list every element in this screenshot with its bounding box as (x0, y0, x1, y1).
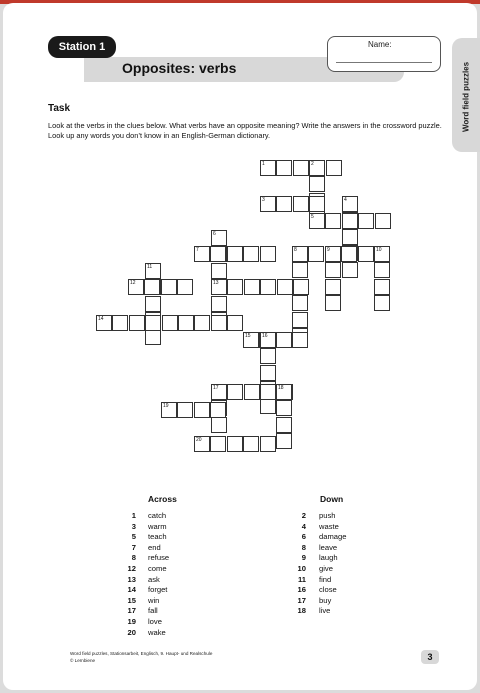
clue-word: find (319, 574, 332, 584)
crossword-cell[interactable] (374, 295, 390, 311)
across-clue (118, 606, 268, 617)
crossword-clue-number: 14 (98, 316, 104, 322)
clue-number: 17 (297, 595, 306, 605)
down-clue (288, 511, 438, 522)
crossword-clue-number: 18 (278, 385, 284, 391)
clue-number: 18 (297, 606, 306, 616)
crossword-cell[interactable] (358, 213, 374, 229)
crossword-cell[interactable] (374, 279, 390, 295)
clue-number: 14 (127, 585, 136, 595)
across-clue (118, 532, 268, 543)
crossword-cell[interactable] (210, 402, 226, 418)
crossword-cell[interactable] (161, 279, 177, 295)
crossword-cell[interactable] (243, 246, 259, 262)
clue-number: 7 (131, 542, 136, 552)
clue-word: leave (319, 542, 338, 552)
clue-number: 20 (127, 627, 136, 637)
crossword-clue-number: 10 (376, 247, 382, 253)
crossword-cell[interactable] (194, 315, 210, 331)
crossword-cell[interactable] (227, 279, 243, 295)
crossword-clue-number: 16 (262, 333, 268, 339)
crossword-clue-number: 12 (130, 280, 136, 286)
crossword-cell[interactable] (244, 279, 260, 295)
down-clue (288, 532, 438, 543)
page-title: Opposites: verbs (122, 60, 237, 76)
crossword-cell[interactable] (309, 176, 325, 192)
clue-number: 10 (297, 564, 306, 573)
crossword-cell[interactable] (293, 279, 309, 295)
crossword-cell[interactable] (341, 246, 357, 262)
crossword-cell[interactable] (293, 196, 309, 212)
crossword-cell[interactable] (211, 417, 227, 433)
crossword-clue-number: 8 (294, 247, 297, 253)
crossword-cell[interactable] (325, 295, 341, 311)
crossword-cell[interactable] (276, 400, 292, 416)
clue-word: win (148, 595, 160, 605)
crossword-clue-number: 17 (213, 385, 219, 391)
clue-word: waste (319, 521, 339, 531)
crossword-clue-number: 3 (262, 197, 265, 203)
crossword-cell[interactable] (309, 196, 325, 212)
clue-word: give (319, 564, 333, 573)
crossword-clue-number: 9 (327, 247, 330, 253)
down-clue (288, 575, 438, 586)
crossword-cell[interactable] (325, 279, 341, 295)
crossword-cell[interactable] (292, 332, 308, 348)
crossword-cell[interactable] (145, 296, 161, 312)
across-heading: Across (148, 494, 177, 504)
clue-number: 5 (131, 532, 136, 542)
crossword-cell[interactable] (177, 279, 193, 295)
crossword-clue-number: 4 (344, 197, 347, 203)
clue-word: end (148, 542, 161, 552)
crossword-cell[interactable] (244, 384, 260, 400)
crossword-cell[interactable] (260, 246, 276, 262)
crossword-cell[interactable] (276, 417, 292, 433)
clue-number: 9 (301, 553, 306, 563)
crossword-cell[interactable] (260, 279, 276, 295)
clue-number: 8 (131, 553, 136, 563)
down-clue (288, 606, 438, 617)
crossword-cell[interactable] (374, 262, 390, 278)
across-clue (118, 596, 268, 607)
crossword-cell[interactable] (177, 402, 193, 418)
crossword-cell[interactable] (292, 262, 308, 278)
crossword-cell[interactable] (211, 315, 227, 331)
crossword-cell[interactable] (326, 160, 342, 176)
across-clue (118, 522, 268, 533)
clue-word: love (148, 617, 162, 626)
across-clue (118, 553, 268, 564)
task-text: Look at the verbs in the clues below. What verbs have an opposite meaning? Write the answers in the crossword puzzle. Look up any words you don’t know in an English-German dictionary. (48, 121, 442, 140)
clue-word: forget (148, 585, 168, 595)
crossword-clue-number: 20 (196, 437, 202, 443)
across-clue (118, 543, 268, 554)
clue-number: 19 (127, 617, 136, 626)
across-clue (118, 564, 268, 575)
crossword-cell[interactable] (260, 436, 276, 452)
clue-number: 3 (131, 521, 136, 531)
crossword-cell[interactable] (129, 315, 145, 331)
down-clue (288, 543, 438, 554)
clue-number: 12 (127, 564, 136, 573)
crossword-clue-number: 11 (147, 264, 153, 270)
crossword-cell[interactable] (260, 365, 276, 381)
across-clue (118, 511, 268, 522)
crossword-cell[interactable] (211, 263, 227, 279)
crossword-cell[interactable] (210, 246, 226, 262)
down-clue (288, 553, 438, 564)
crossword-clue-number: 13 (213, 280, 219, 286)
across-clue (118, 575, 268, 586)
crossword-cell[interactable] (358, 246, 374, 262)
clue-word: push (319, 511, 336, 520)
page-number: 3 (421, 650, 439, 664)
crossword-cell[interactable] (260, 384, 276, 400)
crossword-clue-number: 1 (262, 161, 265, 167)
clue-number: 17 (127, 606, 136, 616)
across-clue (118, 585, 268, 596)
side-tab-label: Word field puzzles (461, 61, 471, 133)
clue-number: 15 (127, 595, 136, 605)
across-clue (118, 617, 268, 628)
footer-copyright: © Lernbiene (70, 658, 96, 663)
crossword-cell[interactable] (325, 213, 341, 229)
crossword-cell[interactable] (227, 315, 243, 331)
clue-word: buy (319, 595, 332, 605)
crossword-cell[interactable] (178, 315, 194, 331)
down-heading: Down (320, 494, 344, 504)
clue-word: wake (148, 627, 166, 637)
crossword-cell[interactable] (325, 262, 341, 278)
clue-word: laugh (319, 553, 338, 563)
crossword-cell[interactable] (211, 296, 227, 312)
crossword-cell[interactable] (227, 246, 243, 262)
crossword-cell[interactable] (194, 402, 210, 418)
crossword-cell[interactable] (277, 279, 293, 295)
crossword-clue-number: 6 (213, 231, 216, 237)
crossword-cell[interactable] (276, 160, 292, 176)
crossword-cell[interactable] (276, 196, 292, 212)
crossword-cell[interactable] (243, 436, 259, 452)
crossword-clue-number: 15 (245, 333, 251, 339)
clue-number: 11 (297, 574, 306, 584)
crossword-clue-number: 2 (311, 161, 314, 167)
clue-number: 2 (301, 511, 306, 520)
name-label: Name: (368, 40, 392, 49)
crossword-cell[interactable] (276, 332, 292, 348)
clue-word: come (148, 564, 167, 573)
clue-number: 6 (301, 532, 306, 542)
crossword-cell[interactable] (375, 213, 391, 229)
task-heading: Task (48, 103, 71, 114)
clue-word: refuse (148, 553, 170, 563)
down-clue (288, 564, 438, 575)
crossword-cell[interactable] (342, 213, 358, 229)
crossword-clue-number: 5 (311, 214, 314, 220)
crossword-cell[interactable] (227, 384, 243, 400)
crossword-cell[interactable] (145, 315, 161, 331)
crossword-cell[interactable] (292, 295, 308, 311)
clue-number: 4 (301, 521, 306, 531)
clue-number: 16 (297, 585, 306, 595)
across-clue (118, 628, 268, 639)
clue-word: fall (148, 606, 158, 616)
crossword-cell[interactable] (292, 312, 308, 328)
clue-word: ask (148, 574, 160, 584)
footer-text: Word field puzzles, Stationsarbeit, Englisch, 9. Haupt- und Realschule (70, 651, 213, 656)
clue-number: 8 (301, 542, 306, 552)
crossword-cell[interactable] (210, 436, 226, 452)
crossword-cell[interactable] (276, 433, 292, 449)
crossword-cell[interactable] (308, 246, 324, 262)
down-clue (288, 585, 438, 596)
crossword-cell[interactable] (260, 348, 276, 364)
clue-word: catch (148, 511, 167, 520)
clue-word: live (319, 606, 331, 616)
down-clue (288, 596, 438, 607)
crossword-cell[interactable] (144, 279, 160, 295)
clue-number: 1 (131, 511, 136, 520)
crossword-cell[interactable] (162, 315, 178, 331)
crossword-cell[interactable] (342, 229, 358, 245)
clue-word: warm (148, 521, 167, 531)
clue-word: damage (319, 532, 347, 542)
clue-word: close (319, 585, 337, 595)
crossword-cell[interactable] (227, 436, 243, 452)
clue-number: 13 (127, 574, 136, 584)
crossword-cell[interactable] (112, 315, 128, 331)
crossword-clue-number: 7 (196, 247, 199, 253)
crossword-cell[interactable] (293, 160, 309, 176)
crossword-cell[interactable] (342, 262, 358, 278)
down-clue (288, 522, 438, 533)
clue-word: teach (148, 532, 167, 542)
station-badge: Station 1 (48, 36, 116, 58)
crossword-clue-number: 19 (163, 403, 169, 409)
name-line (336, 62, 432, 63)
